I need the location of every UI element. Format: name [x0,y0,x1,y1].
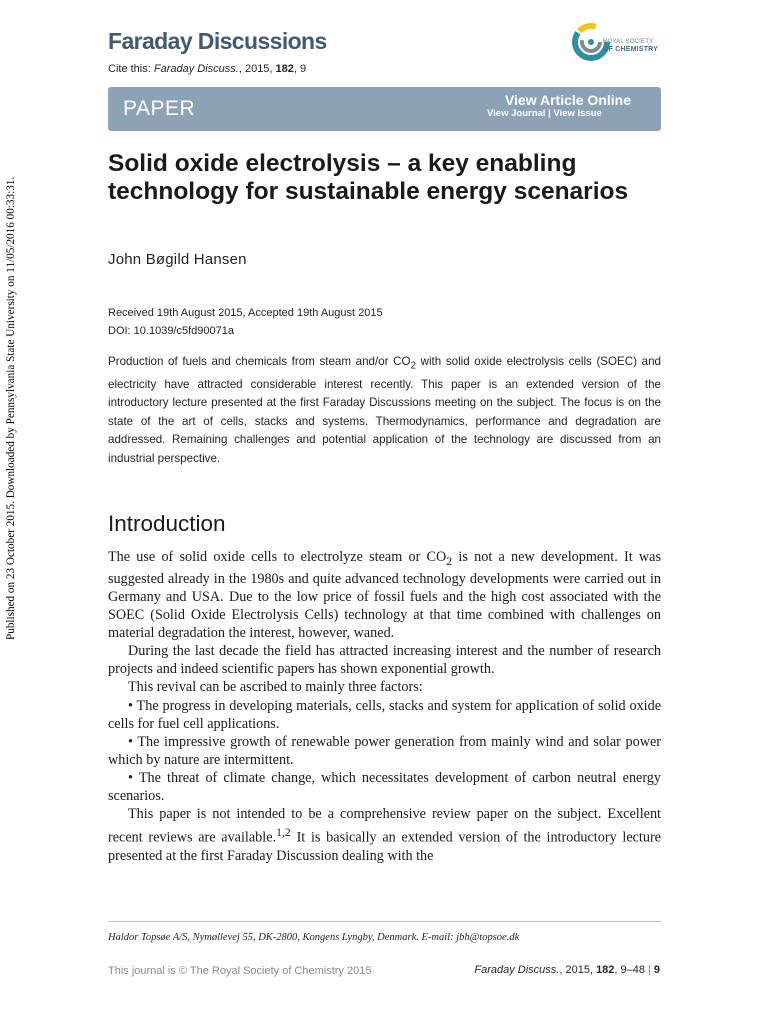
journal-issue-links[interactable]: View Journal | View Issue [487,108,602,119]
intro-paragraph-3: This revival can be ascribed to mainly three factors: [128,679,423,696]
abstract-text-start: Production of fuels and chemicals from steam and/or CO [108,355,411,368]
intro-bullet-2: • The impressive growth of renewable power generation from mainly wind and solar power which by nature are intermittent. [108,733,661,768]
intro-p1-rest: is not a new development. It was suggested already in the 1980s and quite advanced technology developments were carried out in Germany and USA. Due to the low price of fossil fuels and the high cost associated with the SOEC (Solid Oxide Electrolysis Cells) technology at that time combined with challenges on material degradation the interest, however, waned. [108,549,661,642]
intro-bullet-1: • The progress in developing materials, cells, stacks and system for application of solid oxide cells for fuel cell applications. [108,697,661,732]
intro-paragraph-1 [108,548,661,642]
footer-pages: , 9–48 [614,964,646,976]
article-metadata [108,304,383,340]
citation-line [108,63,306,75]
page-footer-citation: Faraday Discuss., 2015, 182, 9–48 | 9 [474,964,660,976]
footer-volume: 182 [596,964,615,976]
intro-p1-start: The use of solid oxide cells to electrolyze steam or CO [108,549,447,565]
article-type-banner [108,87,661,131]
footnote-divider [108,921,661,922]
page-number: 9 [653,964,660,976]
intro-paragraph-4 [108,805,661,865]
cite-prefix: Cite this: [108,63,151,75]
download-watermark [3,130,19,650]
journal-title: Faraday Discussions [108,28,327,54]
download-watermark-text: Published on 23 October 2015. Downloaded by Pennsylvania State University on 11/05/2016 00:33:31. [5,176,17,640]
received-dates: Received 19th August 2015, Accepted 19th August 2015 [108,307,383,319]
cite-journal: Faraday Discuss. [153,63,239,75]
rsc-logo-text [603,39,658,53]
footer-year: , 2015, [559,964,597,976]
abstract-subscript: 2 [410,360,416,372]
cite-year: , 2015, [238,63,276,75]
introduction-body [108,548,661,865]
section-heading-introduction: Introduction [108,511,226,536]
cite-volume: 182 [275,63,294,75]
abstract [108,353,661,468]
intro-p1-subscript: 2 [446,553,453,568]
footer-journal: Faraday Discuss. [474,964,560,976]
article-type-label: PAPER [123,97,196,120]
reference-citation-link[interactable]: 1,2 [276,825,291,840]
cite-page: , 9 [293,63,307,75]
author-list[interactable]: John Bøgild Hansen [108,251,247,268]
intro-p4-rest: It is basically an extended version of the introductory lecture presented at the first Faraday Discussion dealing with the [108,829,661,865]
intro-p4-start: This paper is not intended to be a comprehensive review paper on the subject. Excellent recent reviews are available. [108,806,661,846]
intro-bullet-3: • The threat of climate change, which necessitates development of carbon neutral energy scenarios. [108,769,661,805]
rsc-logo-line1: ROYAL SOCIETY [603,39,654,45]
doi-link[interactable]: DOI: 10.1039/c5fd90071a [108,325,234,337]
article-title: Solid oxide electrolysis – a key enabling technology for sustainable energy scenarios [108,150,629,205]
abstract-text-rest: with solid oxide electrolysis cells (SOEC) and electricity have attracted considerable interest recently. This paper is an extended version of the introductory lecture presented at the first Faraday Discussions meeting on the subject. The focus is on the state of the art of cells, stacks and systems. Thermodynamics, performance and degradation are addressed. Remaining challenges and potential application of the technology are discussed from an industrial perspective. [108,355,661,465]
author-affiliation-footnote: Haldor Topsøe A/S, Nymøllevej 55, DK-2800, Kongens Lyngby, Denmark. E-mail: jbh@topsoe.dk [108,932,520,943]
copyright-notice: This journal is © The Royal Society of Chemistry 2015 [108,965,372,977]
view-article-online-link[interactable]: View Article Online [504,92,631,108]
rsc-logo-line2: OF CHEMISTRY [603,46,659,53]
rsc-logo[interactable] [571,16,663,68]
intro-paragraph-2: During the last decade the field has attracted increasing interest and the number of research projects and indeed scientific papers has shown exponential growth. [108,643,661,678]
